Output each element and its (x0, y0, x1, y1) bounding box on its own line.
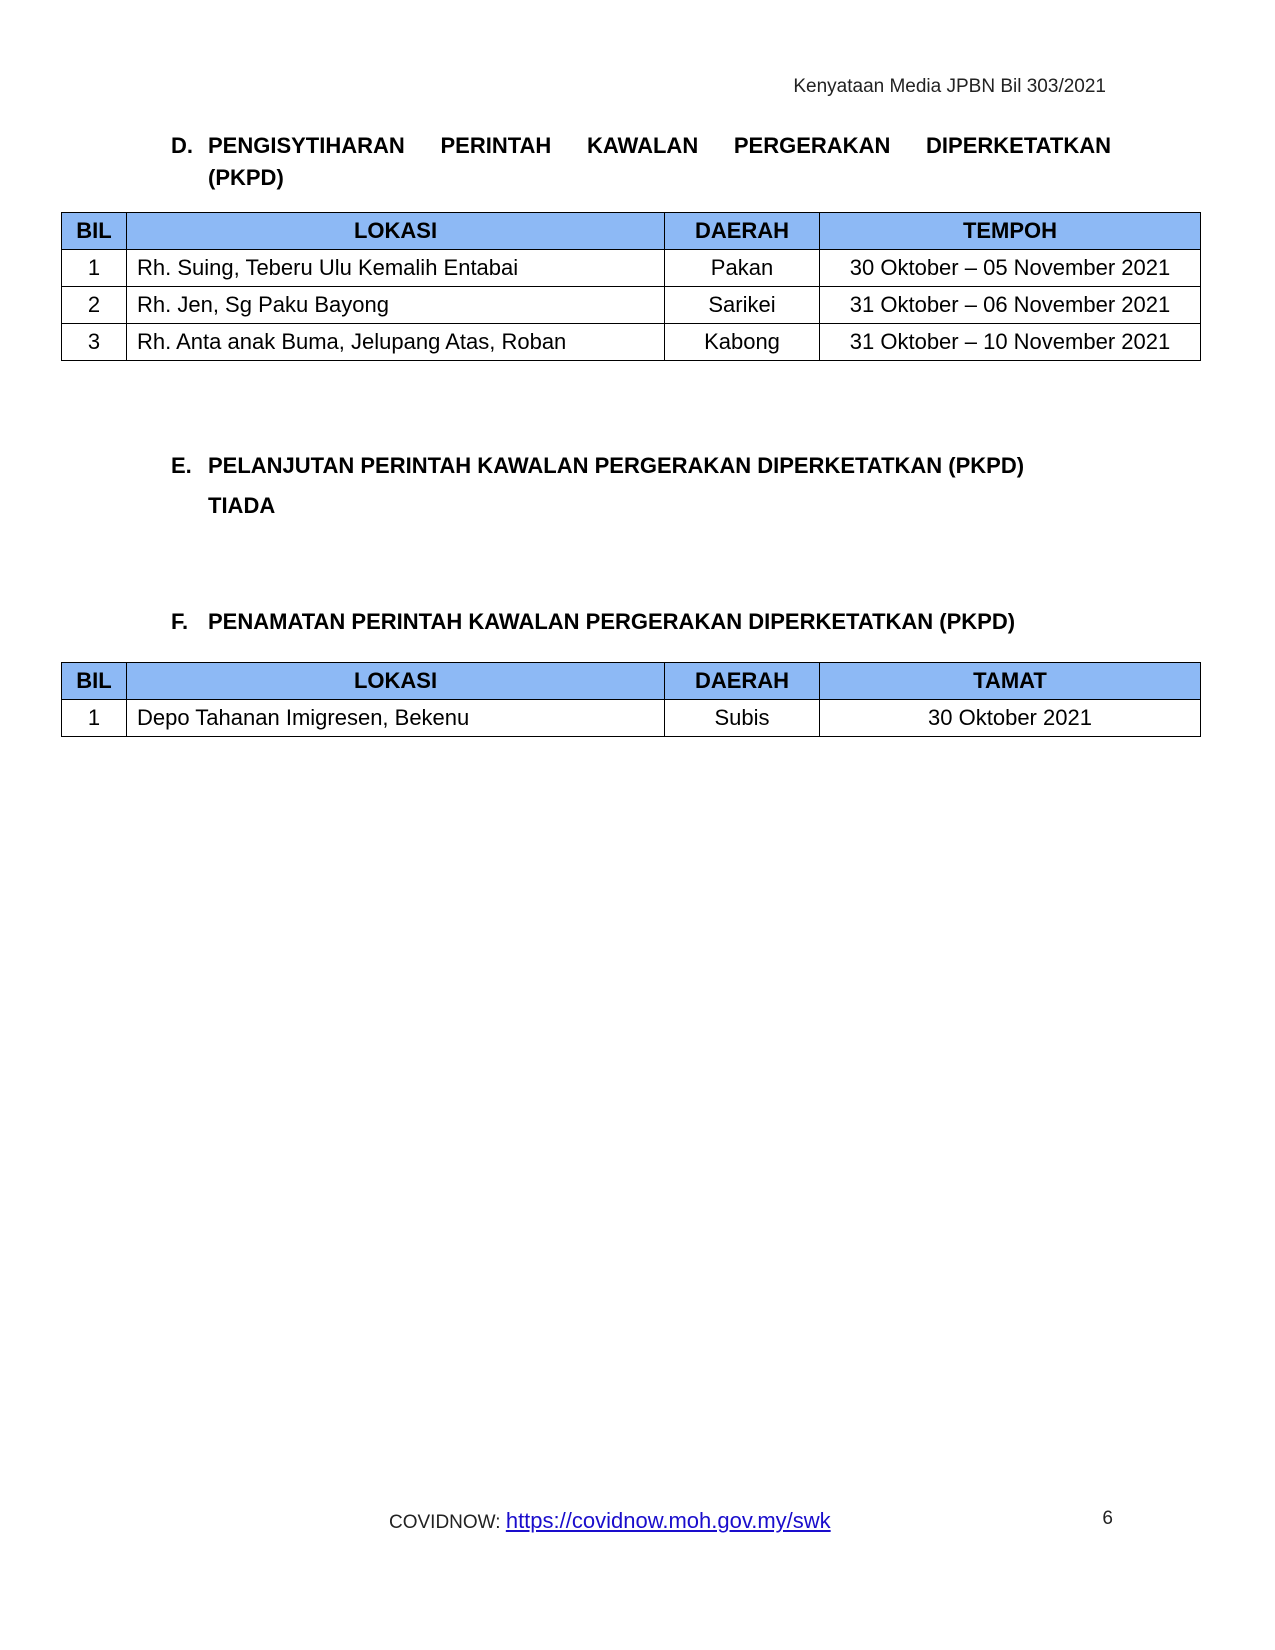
table-row (62, 287, 1201, 324)
section-f-title: PENAMATAN PERINTAH KAWALAN PERGERAKAN DIPERKETATKAN (PKPD) (208, 609, 1016, 634)
table-header-row (62, 213, 1201, 250)
cell-lokasi: Rh. Suing, Teberu Ulu Kemalih Entabai (127, 250, 665, 287)
cell-daerah: Sarikei (665, 287, 820, 324)
section-d-letter: D. (171, 133, 193, 158)
section-d-heading (171, 130, 1111, 194)
header-bil: BIL (62, 213, 127, 250)
cell-bil: 2 (62, 287, 127, 324)
header-lokasi: LOKASI (127, 663, 665, 700)
cell-lokasi: Rh. Jen, Sg Paku Bayong (127, 287, 665, 324)
cell-daerah: Kabong (665, 324, 820, 361)
cell-lokasi: Rh. Anta anak Buma, Jelupang Atas, Roban (127, 324, 665, 361)
cell-tamat: 30 Oktober 2021 (820, 700, 1201, 737)
cell-daerah: Pakan (665, 250, 820, 287)
cell-tempoh: 30 Oktober – 05 November 2021 (820, 250, 1201, 287)
table-row (62, 250, 1201, 287)
covidnow-link[interactable]: https://covidnow.moh.gov.my/swk (505, 1508, 831, 1533)
table-row (62, 324, 1201, 361)
section-f-heading (171, 606, 1111, 638)
footer-label: COVIDNOW: (389, 1512, 506, 1533)
section-e-heading (171, 450, 1111, 482)
pkpd-termination-table (61, 662, 1201, 737)
section-e-note: TIADA (208, 493, 276, 518)
section-f-letter: F. (171, 609, 189, 634)
header-tamat: TAMAT (820, 663, 1201, 700)
header-bil: BIL (62, 663, 127, 700)
cell-bil: 1 (62, 700, 127, 737)
section-d-title-line2: (PKPD) (208, 165, 284, 190)
cell-bil: 3 (62, 324, 127, 361)
header-daerah: DAERAH (665, 663, 820, 700)
section-d-title-line1: PENGISYTIHARAN PERINTAH KAWALAN PERGERAKAN DIPERKETATKAN (208, 133, 1111, 158)
cell-tempoh: 31 Oktober – 10 November 2021 (820, 324, 1201, 361)
header-daerah: DAERAH (665, 213, 820, 250)
pkpd-declaration-table (61, 212, 1201, 361)
cell-tempoh: 31 Oktober – 06 November 2021 (820, 287, 1201, 324)
document-reference: Kenyataan Media JPBN Bil 303/2021 (793, 76, 1106, 97)
footer (389, 1508, 831, 1534)
cell-bil: 1 (62, 250, 127, 287)
cell-daerah: Subis (665, 700, 820, 737)
table-header-row (62, 663, 1201, 700)
header-lokasi: LOKASI (127, 213, 665, 250)
section-e-letter: E. (171, 453, 192, 478)
section-e-title: PELANJUTAN PERINTAH KAWALAN PERGERAKAN DIPERKETATKAN (PKPD) (208, 453, 1025, 478)
table-row (62, 700, 1201, 737)
page-number: 6 (1102, 1508, 1113, 1529)
cell-lokasi: Depo Tahanan Imigresen, Bekenu (127, 700, 665, 737)
header-tempoh: TEMPOH (820, 213, 1201, 250)
